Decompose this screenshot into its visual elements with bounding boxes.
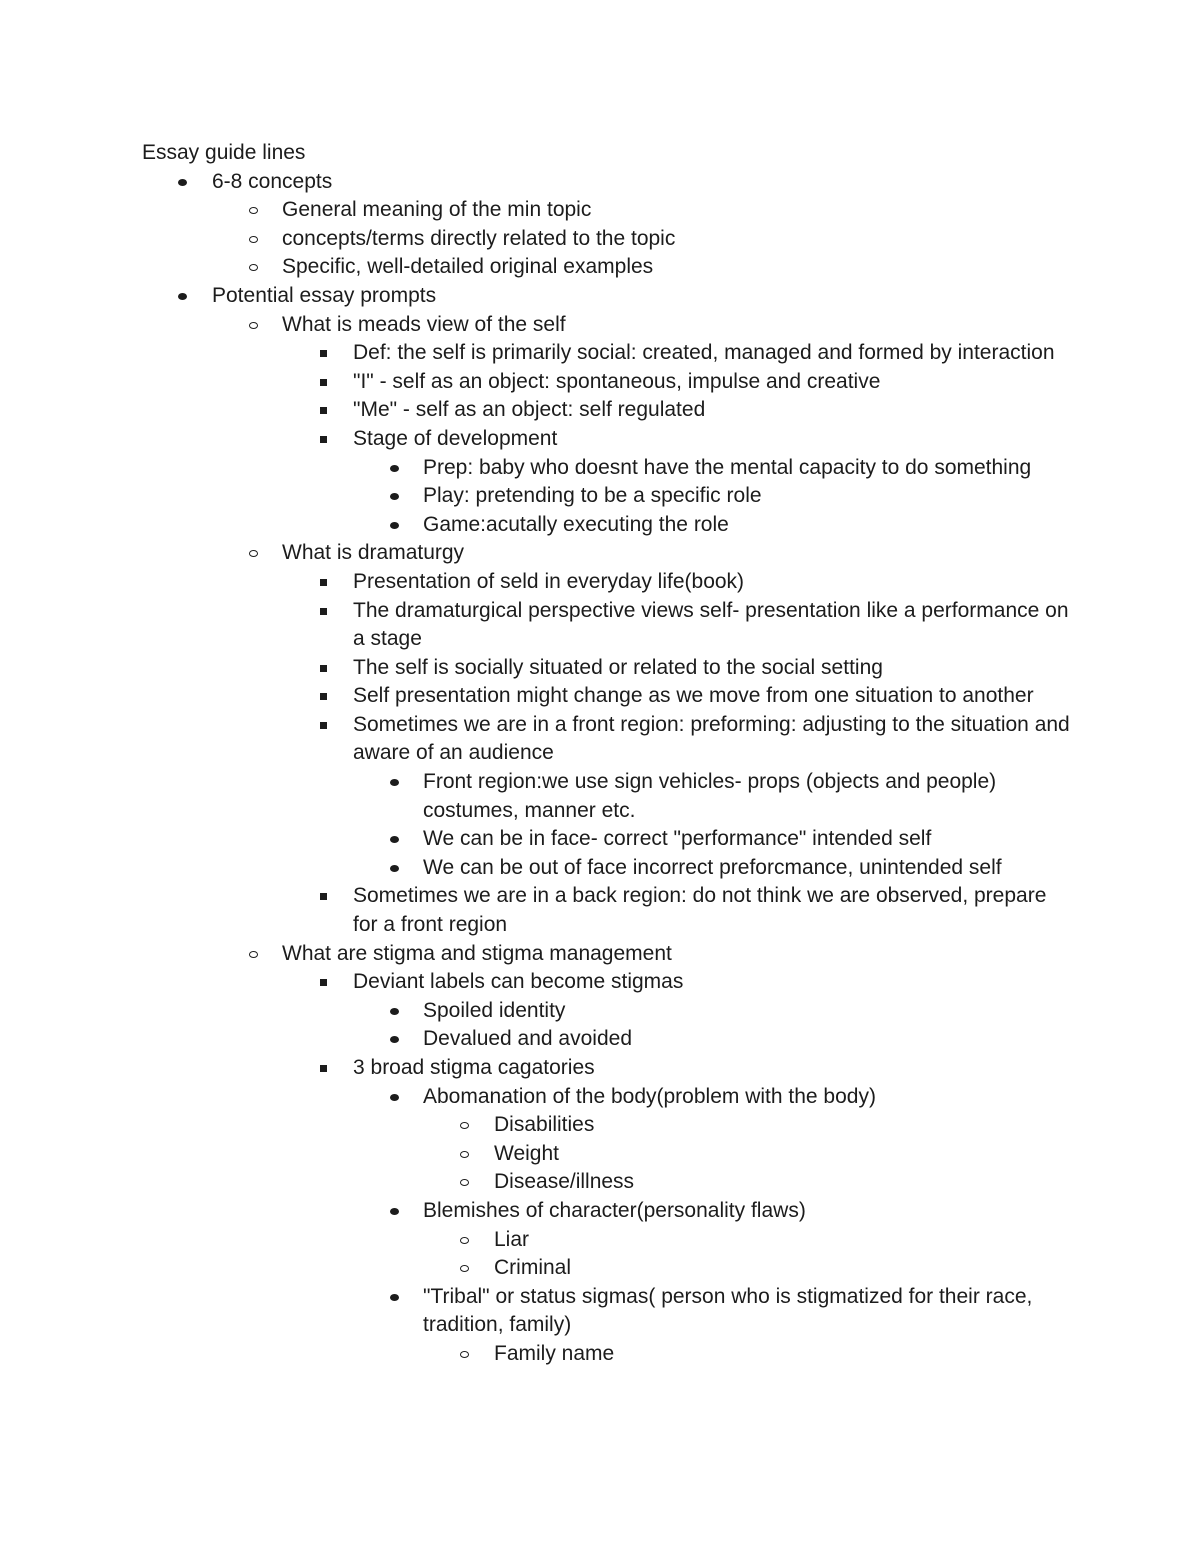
- list-item-text: Sometimes we are in a back region: do not think we are observed, prepare for a front region: [353, 884, 1047, 937]
- list-item: [142, 311, 1072, 340]
- list-item-text: Prep: baby who doesnt have the mental capacity to do something: [423, 455, 1032, 479]
- list-item: [142, 454, 1072, 483]
- list-item: [142, 1054, 1072, 1083]
- list-item-text: Disabilities: [494, 1113, 595, 1137]
- list-item: [142, 396, 1072, 425]
- list-item-text: Disease/illness: [494, 1170, 635, 1194]
- list-item: [142, 511, 1072, 540]
- list-item: [142, 1083, 1072, 1112]
- list-item-text: What is meads view of the self: [282, 312, 566, 336]
- list-item: [142, 1283, 1072, 1340]
- list-item: [142, 940, 1072, 969]
- list-item-text: Stage of development: [353, 426, 558, 450]
- list-item-text: Deviant labels can become stigmas: [353, 970, 684, 994]
- list-item: [142, 253, 1072, 282]
- list-item-text: "Tribal" or status sigmas( person who is stigmatized for their race, tradition, family): [423, 1284, 1033, 1337]
- list-item-text: The self is socially situated or related to the social setting: [353, 655, 883, 679]
- list-item-text: Potential essay prompts: [212, 283, 437, 307]
- list-item: [142, 682, 1072, 711]
- list-item: [142, 1168, 1072, 1197]
- list-item-text: Abomanation of the body(problem with the body): [423, 1084, 876, 1108]
- list-item-text: General meaning of the min topic: [282, 198, 592, 222]
- list-item: [142, 1254, 1072, 1283]
- list-item: [142, 654, 1072, 683]
- list-item: [142, 854, 1072, 883]
- list-item: [142, 997, 1072, 1026]
- list-item: [142, 568, 1072, 597]
- list-item: [142, 711, 1072, 768]
- list-item-text: Game:acutally executing the role: [423, 512, 729, 536]
- list-item-text: What is dramaturgy: [282, 541, 465, 565]
- list-item-text: Blemishes of character(personality flaws): [423, 1198, 806, 1222]
- list-item-text: concepts/terms directly related to the topic: [282, 226, 676, 250]
- list-item-text: Self presentation might change as we move from one situation to another: [353, 684, 1034, 708]
- list-item-text: Specific, well-detailed original examples: [282, 255, 654, 279]
- list-item-text: Family name: [494, 1341, 615, 1365]
- list-item: [142, 825, 1072, 854]
- list-item: [142, 225, 1072, 254]
- list-item-text: Liar: [494, 1227, 530, 1251]
- list-item-text: Devalued and avoided: [423, 1027, 632, 1051]
- list-item-text: "Me" - self as an object: self regulated: [353, 398, 706, 422]
- list-item-text: The dramaturgical perspective views self- presentation like a performance on a stage: [353, 598, 1069, 651]
- list-item-text: Sometimes we are in a front region: preforming: adjusting to the situation and aware of an audience: [353, 712, 1070, 765]
- document-body: [142, 139, 1072, 1369]
- list-item-text: What are stigma and stigma management: [282, 941, 672, 965]
- list-item-text: We can be in face- correct "performance" intended self: [423, 827, 932, 851]
- list-item: [142, 597, 1072, 654]
- list-item: [142, 968, 1072, 997]
- list-item: [142, 339, 1072, 368]
- list-item: [142, 482, 1072, 511]
- list-item: [142, 1340, 1072, 1369]
- list-item: [142, 1111, 1072, 1140]
- document-title: Essay guide lines: [142, 141, 306, 164]
- list-item-text: "I" - self as an object: spontaneous, impulse and creative: [353, 369, 881, 393]
- list-item-text: 3 broad stigma cagatories: [353, 1056, 595, 1079]
- outline-list: [142, 168, 1072, 1369]
- list-item-text: Criminal: [494, 1256, 572, 1280]
- list-item-text: We can be out of face incorrect preforcmance, unintended self: [423, 855, 1002, 879]
- list-item: [142, 1140, 1072, 1169]
- list-item-text: Weight: [494, 1141, 559, 1165]
- list-item: [142, 168, 1072, 197]
- list-item: [142, 282, 1072, 311]
- list-item: [142, 196, 1072, 225]
- list-item-text: Play: pretending to be a specific role: [423, 484, 762, 508]
- list-item-text: Presentation of seld in everyday life(book): [353, 569, 745, 593]
- list-item: [142, 1226, 1072, 1255]
- list-item-text: 6-8 concepts: [212, 169, 333, 193]
- list-item-text: Def: the self is primarily social: created, managed and formed by interaction: [353, 341, 1055, 365]
- list-item: [142, 1025, 1072, 1054]
- list-item: [142, 768, 1072, 825]
- list-item: [142, 425, 1072, 454]
- list-item: [142, 368, 1072, 397]
- list-item: [142, 882, 1072, 939]
- list-item: [142, 539, 1072, 568]
- list-item: [142, 1197, 1072, 1226]
- list-item-text: Front region:we use sign vehicles- props (objects and people) costumes, manner etc.: [423, 770, 997, 822]
- list-item-text: Spoiled identity: [423, 998, 566, 1022]
